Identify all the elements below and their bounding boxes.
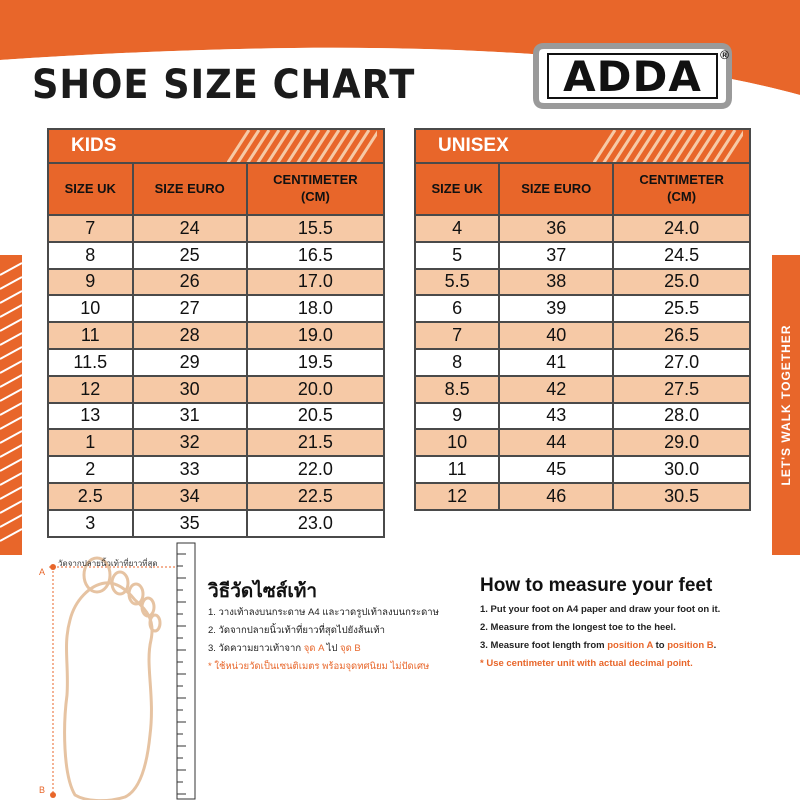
table-row xyxy=(415,483,750,510)
thai-step-1: 1. วางเท้าลงบนกระดาษ A4 และวาดรูปเท้าลงบนกระดาษ xyxy=(208,607,439,618)
size-euro-cell: 39 xyxy=(499,295,613,322)
size-euro-cell: 29 xyxy=(133,349,247,376)
table-row xyxy=(48,510,384,537)
size-euro-cell: 33 xyxy=(133,456,247,483)
table-row xyxy=(415,215,750,242)
cm-cell: 28.0 xyxy=(613,403,750,430)
table-row xyxy=(415,295,750,322)
size-euro-cell: 44 xyxy=(499,429,613,456)
table-row xyxy=(48,215,384,242)
table-row xyxy=(415,269,750,296)
brand-name: ADDA xyxy=(563,51,702,101)
foot-measure-note: วัดจากปลายนิ้วเท้าที่ยาวที่สุด xyxy=(58,559,158,568)
thai-instructions-title: วิธีวัดไซส์เท้า xyxy=(208,580,318,602)
english-instructions-title: How to measure your feet xyxy=(480,575,713,596)
size-euro-cell: 24 xyxy=(133,215,247,242)
size-euro-cell: 28 xyxy=(133,322,247,349)
english-note: * Use centimeter unit with actual decimal point. xyxy=(480,658,693,669)
size-uk-cell: 4 xyxy=(415,215,499,242)
size-uk-cell: 9 xyxy=(415,403,499,430)
registered-mark: ® xyxy=(720,48,729,62)
cm-cell: 20.0 xyxy=(247,376,384,403)
size-euro-cell: 45 xyxy=(499,456,613,483)
cm-cell: 24.5 xyxy=(613,242,750,269)
table-row xyxy=(415,242,750,269)
table-row xyxy=(415,456,750,483)
table-row xyxy=(415,322,750,349)
size-uk-cell: 10 xyxy=(415,429,499,456)
table-row xyxy=(48,456,384,483)
size-uk-cell: 11.5 xyxy=(48,349,133,376)
column-header-size-uk: SIZE UK xyxy=(48,163,133,215)
cm-cell: 27.0 xyxy=(613,349,750,376)
size-euro-cell: 36 xyxy=(499,215,613,242)
size-uk-cell: 1 xyxy=(48,429,133,456)
column-header-centimeter: CENTIMETER (CM) xyxy=(613,163,750,215)
header-stripes-decoration xyxy=(227,130,377,163)
cm-cell: 23.0 xyxy=(247,510,384,537)
size-uk-cell: 3 xyxy=(48,510,133,537)
svg-text:A: A xyxy=(39,567,46,577)
unisex-label: UNISEX xyxy=(438,135,509,156)
point-a-marker xyxy=(50,564,56,570)
column-header-size-uk: SIZE UK xyxy=(415,163,499,215)
thai-step-3: 3. วัดความยาวเท้าจาก จุด A ไป จุด B xyxy=(208,643,361,654)
size-uk-cell: 2 xyxy=(48,456,133,483)
table-row xyxy=(48,295,384,322)
table-row xyxy=(415,376,750,403)
size-euro-cell: 31 xyxy=(133,403,247,430)
cm-cell: 29.0 xyxy=(613,429,750,456)
size-euro-cell: 42 xyxy=(499,376,613,403)
size-uk-cell: 8 xyxy=(415,349,499,376)
table-row xyxy=(48,349,384,376)
thai-note: * ใช้หน่วยวัดเป็นเซนติเมตร พร้อมจุดทศนิยม ไม่ปัดเศษ xyxy=(208,661,430,672)
cm-cell: 16.5 xyxy=(247,242,384,269)
english-step-3: 3. Measure foot length from position A to position B. xyxy=(480,640,717,651)
svg-text:B: B xyxy=(39,785,46,795)
left-stripe-decoration xyxy=(0,255,22,555)
size-uk-cell: 9 xyxy=(48,269,133,296)
size-euro-cell: 37 xyxy=(499,242,613,269)
kids-label: KIDS xyxy=(71,135,117,156)
thai-instructions xyxy=(208,605,439,677)
cm-cell: 25.0 xyxy=(613,269,750,296)
table-row xyxy=(415,349,750,376)
table-row xyxy=(415,429,750,456)
point-b-marker xyxy=(50,792,56,798)
kids-size-table xyxy=(47,128,385,538)
header-stripes-decoration xyxy=(593,130,743,163)
table-row xyxy=(48,483,384,510)
cm-cell: 25.5 xyxy=(613,295,750,322)
table-row xyxy=(48,269,384,296)
cm-cell: 20.5 xyxy=(247,403,384,430)
cm-cell: 22.5 xyxy=(247,483,384,510)
ruler-illustration xyxy=(176,542,196,800)
size-uk-cell: 5 xyxy=(415,242,499,269)
size-euro-cell: 35 xyxy=(133,510,247,537)
slogan-vertical: LET'S WALK TOGETHER xyxy=(779,324,793,486)
column-header-size-euro: SIZE EURO xyxy=(133,163,247,215)
table-row xyxy=(48,403,384,430)
cm-cell: 30.0 xyxy=(613,456,750,483)
size-uk-cell: 13 xyxy=(48,403,133,430)
size-uk-cell: 7 xyxy=(415,322,499,349)
size-euro-cell: 43 xyxy=(499,403,613,430)
english-step-2: 2. Measure from the longest toe to the heel. xyxy=(480,622,676,633)
size-uk-cell: 11 xyxy=(48,322,133,349)
size-uk-cell: 10 xyxy=(48,295,133,322)
size-euro-cell: 38 xyxy=(499,269,613,296)
thai-step-2: 2. วัดจากปลายนิ้วเท้าที่ยาวที่สุดไปยังส้นเท้า xyxy=(208,625,386,636)
size-uk-cell: 8 xyxy=(48,242,133,269)
english-instructions xyxy=(480,604,720,676)
column-header-size-euro: SIZE EURO xyxy=(499,163,613,215)
table-row xyxy=(48,429,384,456)
size-uk-cell: 12 xyxy=(48,376,133,403)
size-euro-cell: 30 xyxy=(133,376,247,403)
size-euro-cell: 26 xyxy=(133,269,247,296)
cm-cell: 19.5 xyxy=(247,349,384,376)
cm-cell: 15.5 xyxy=(247,215,384,242)
cm-cell: 21.5 xyxy=(247,429,384,456)
unisex-size-table xyxy=(414,128,751,511)
size-euro-cell: 27 xyxy=(133,295,247,322)
cm-cell: 18.0 xyxy=(247,295,384,322)
size-uk-cell: 11 xyxy=(415,456,499,483)
table-row xyxy=(48,322,384,349)
table-row xyxy=(48,376,384,403)
kids-table-header xyxy=(48,129,384,163)
cm-cell: 30.5 xyxy=(613,483,750,510)
size-uk-cell: 12 xyxy=(415,483,499,510)
cm-cell: 19.0 xyxy=(247,322,384,349)
column-header-centimeter: CENTIMETER (CM) xyxy=(247,163,384,215)
unisex-table-header xyxy=(415,129,750,163)
size-euro-cell: 25 xyxy=(133,242,247,269)
table-row xyxy=(48,242,384,269)
cm-cell: 24.0 xyxy=(613,215,750,242)
size-euro-cell: 41 xyxy=(499,349,613,376)
size-euro-cell: 40 xyxy=(499,322,613,349)
english-step-1: 1. Put your foot on A4 paper and draw your foot on it. xyxy=(480,604,721,615)
cm-cell: 17.0 xyxy=(247,269,384,296)
size-uk-cell: 2.5 xyxy=(48,483,133,510)
page-title: SHOE SIZE CHART xyxy=(32,62,416,108)
table-row xyxy=(415,403,750,430)
size-uk-cell: 6 xyxy=(415,295,499,322)
size-euro-cell: 46 xyxy=(499,483,613,510)
size-euro-cell: 34 xyxy=(133,483,247,510)
cm-cell: 22.0 xyxy=(247,456,384,483)
size-euro-cell: 32 xyxy=(133,429,247,456)
size-uk-cell: 8.5 xyxy=(415,376,499,403)
cm-cell: 27.5 xyxy=(613,376,750,403)
size-uk-cell: 7 xyxy=(48,215,133,242)
size-uk-cell: 5.5 xyxy=(415,269,499,296)
brand-logo xyxy=(530,40,735,112)
cm-cell: 26.5 xyxy=(613,322,750,349)
